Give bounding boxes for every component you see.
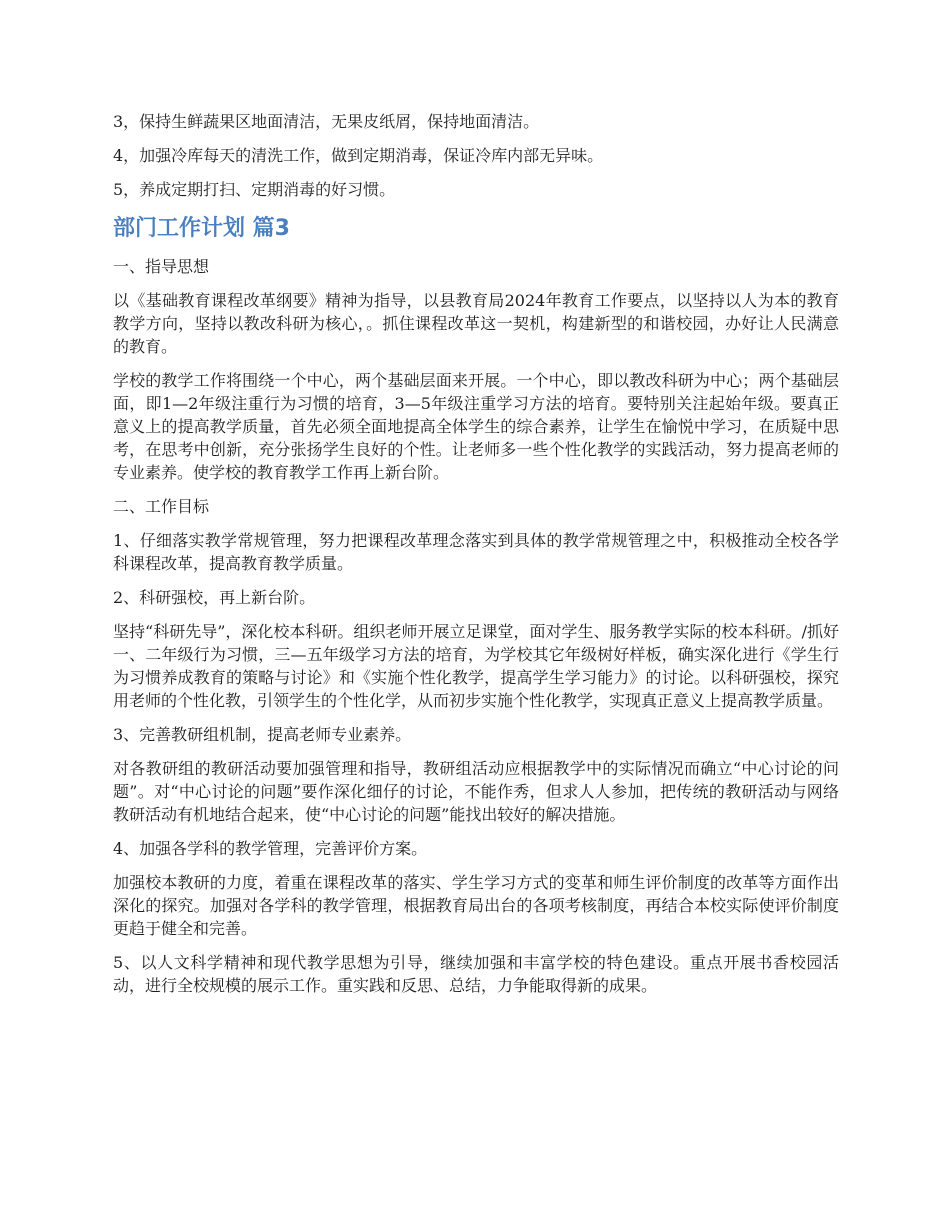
goal-item: 2、科研强校，再上新台阶。 — [113, 588, 316, 607]
goal-item: 4、加强各学科的教学管理，完善评价方案。 — [113, 839, 428, 858]
body-paragraph: 以《基础教育课程改革纲要》精神为指导，以县教育局2024年教育工作要点，以坚持以人为本的教育教学方向，坚持以教改科研为核心，。抓住课程改革这一契机，构建新型的和谐校园，办好让人民满意的教育。 — [113, 291, 839, 356]
goal-item: 5、以人文科学精神和现代教学思想为引导，继续加强和丰富学校的特色建设。重点开展书香校园活动，进行全校规模的展示工作。重实践和反思、总结，力争能取得新的成果。 — [113, 953, 839, 995]
document-page — [113, 110, 839, 1008]
list-item: 4，加强冷库每天的清洗工作，做到定期消毒，保证冷库内部无异味。 — [113, 146, 604, 165]
body-paragraph: 学校的教学工作将围绕一个中心，两个基础层面来开展。一个中心，即以教改科研为中心；两个基础层面，即1—2年级注重行为习惯的培育，3—5年级注重学习方法的培育。要特别关注起始年级。要真正意义上的提高教学质量，首先必须全面地提高全体学生的综合素养，让学生在愉悦中学习，在质疑中思考，在思考中创新，充分张扬学生良好的个性。让老师多一些个性化教学的实践活动，努力提高老师的专业素养。使学校的教育教学工作再上新台阶。 — [113, 371, 839, 482]
list-item: 5，养成定期打扫、定期消毒的好习惯。 — [113, 180, 396, 199]
body-paragraph: 对各教研组的教研活动要加强管理和指导，教研组活动应根据教学中的实际情况而确立“中心讨论的问题”。对“中心讨论的问题”要作深化细仔的讨论，不能作秀，但求人人参加，把传统的教研活动与网络教研活动有机地结合起来，使“中心讨论的问题”能找出较好的解决措施。 — [113, 759, 839, 824]
body-paragraph: 加强校本教研的力度，着重在课程改革的落实、学生学习方式的变革和师生评价制度的改革等方面作出深化的探究。加强对各学科的教学管理，根据教育局出台的各项考核制度，再结合本校实际使评价制度更趋于健全和完善。 — [113, 873, 839, 938]
list-item: 3，保持生鲜蔬果区地面清洁，无果皮纸屑，保持地面清洁。 — [113, 112, 540, 131]
goal-item: 1、仔细落实教学常规管理，努力把课程改革理念落实到具体的教学常规管理之中，积极推动全校各学科课程改革，提高教育教学质量。 — [113, 531, 839, 573]
section-title: 部门工作计划 篇3 — [113, 216, 290, 241]
goal-item: 3、完善教研组机制，提高老师专业素养。 — [113, 725, 412, 744]
subheading-guiding-ideology: 一、指导思想 — [113, 257, 210, 276]
subheading-work-goals: 二、工作目标 — [113, 497, 210, 516]
body-paragraph: 坚持“科研先导”，深化校本科研。组织老师开展立足课堂，面对学生、服务教学实际的校本科研。/抓好一、二年级行为习惯，三—五年级学习方法的培育，为学校其它年级树好样板，确实深化进行《学生行为习惯养成教育的策略与讨论》和《实施个性化教学，提高学生学习能力》的讨论。以科研强校，探究用老师的个性化教，引领学生的个性化学，从而初步实施个性化教学，实现真正意义上提高教学质量。 — [113, 622, 839, 710]
